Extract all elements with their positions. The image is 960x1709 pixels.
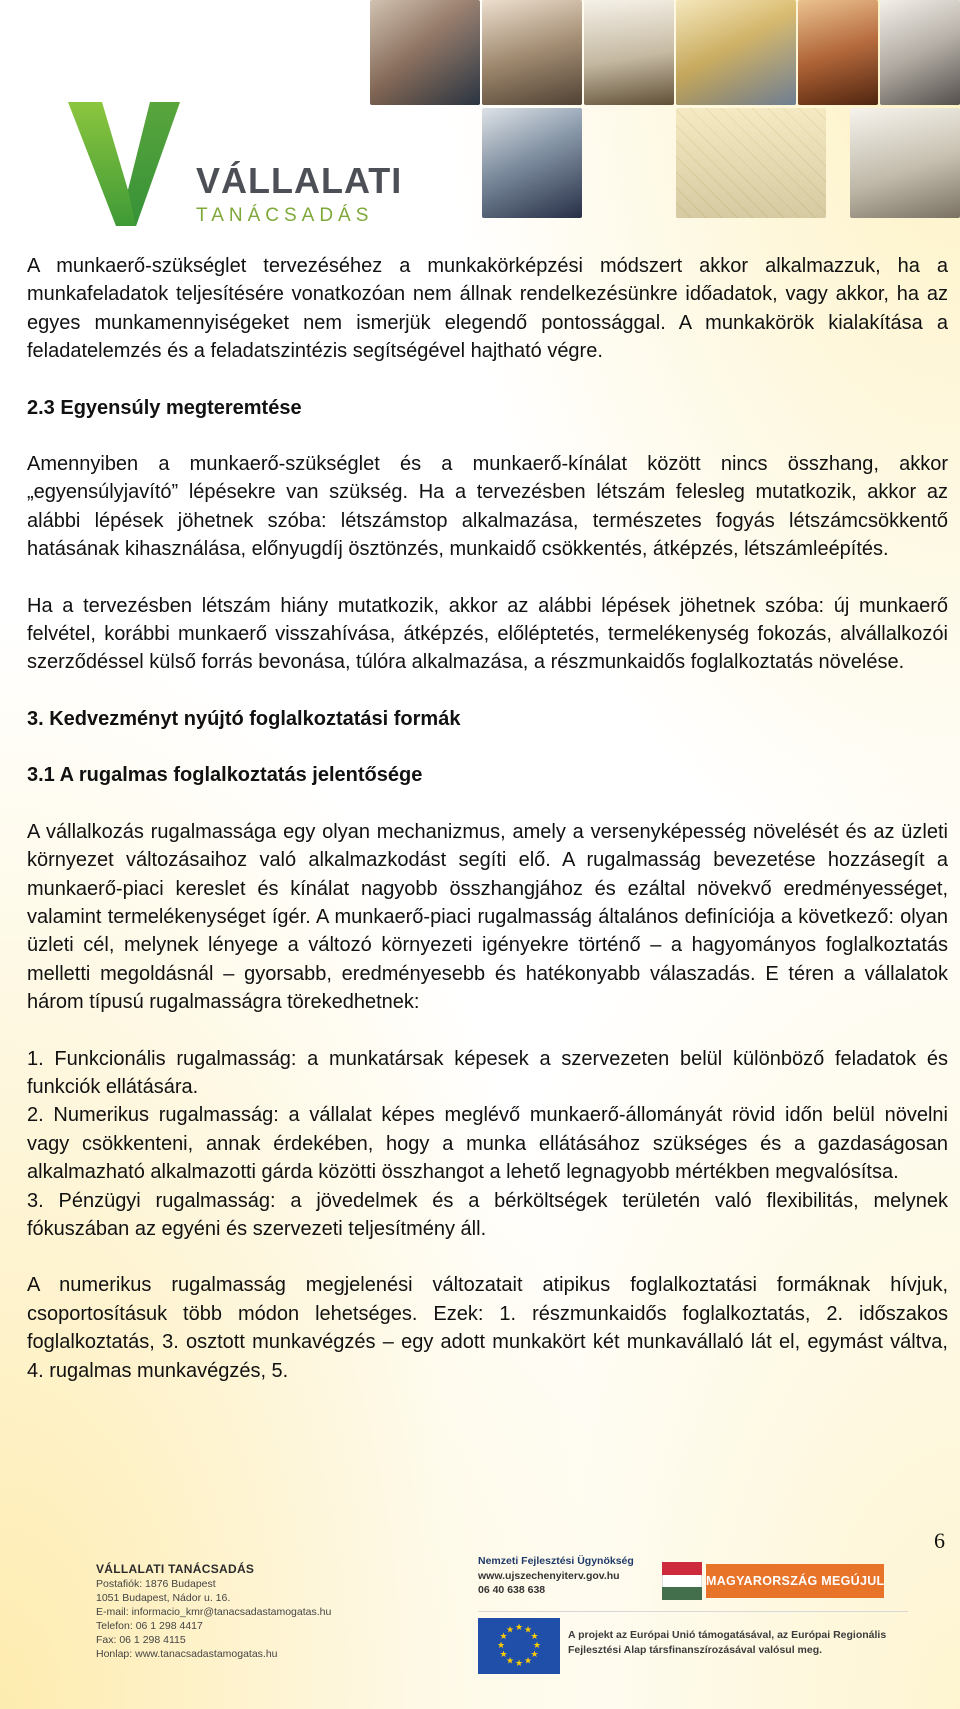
svg-text:★: ★ [496, 1641, 506, 1651]
heading-2-3: 2.3 Egyensúly megteremtése [27, 396, 302, 419]
books-photo [584, 0, 674, 105]
heading-3: 3. Kedvezményt nyújtó foglalkoztatási formák [27, 707, 461, 730]
business-team-photo [370, 0, 480, 105]
compass-drawing-photo [850, 108, 960, 218]
hungarian-flag-icon [662, 1562, 702, 1600]
page-number: 6 [934, 1528, 945, 1553]
svg-text:★: ★ [514, 1659, 524, 1669]
logo-text-tanacsadas: TANÁCSADÁS [196, 205, 374, 226]
blueprint-photo [676, 108, 826, 218]
svg-text:★: ★ [505, 1625, 515, 1636]
nfu-agency-block [478, 1554, 658, 1598]
svg-text:★: ★ [530, 1650, 539, 1660]
paragraph-flexibility: A vállalkozás rugalmassága egy olyan mechanizmus, amely a versenyképesség növelését és az üzleti környezet változásaihoz való alkalmazkodást segíti elő. A rugalmasság bevezetése hozzásegít a munkaerő-piaci kereslet és kínálat nagyobb összhangjához és ezáltal növekvő eredményességet, valamint termelékenységet ígér. A munkaerő-piaci rugalmasság általános definíciója a következő: olyan üzleti cél, melynek lényege a változó környezeti igényekre történő – a hagyományos foglalkoztatás melletti megoldásnál – gyorsabb, eredményesebb és hatékonyabb válaszadás. E téren a vállalatok három típusú rugalmasságra törekedhetnek: [27, 820, 948, 1014]
v-mark-icon [68, 98, 198, 230]
paragraph-balance: Amennyiben a munkaerő-szükséglet és a munkaerő-kínálat között nincs összhang, akkor „egyensúlyjavító” lépésekre van szükség. Ha a tervezésben létszám felesleg mutatkozik, akkor az alábbi lépések jöhetnek szóba: létszámstop alkalmazása, természetes fogyás létszámcsökkentő hatásának kihasználása, előnyugdíj ösztönzés, munkaidő csökkentés, átképzés, létszámleépítés. [27, 453, 948, 561]
svg-text:★: ★ [505, 1656, 515, 1667]
paragraph-atypical-forms: A numerikus rugalmasság megjelenési változatait atipikus foglalkoztatási formáknak hívjuk, csoportosításuk több módon lehetséges. Ezek: 1. részmunkaidős foglalkoztatás, 2. időszakos foglalkoztatás, 3. osztott munkavégzés – egy adott munkakört két munkavállaló lát el, egymást váltva, 4. rugalmas munkavégzés, 5. [27, 1274, 948, 1382]
footer-website: Honlap: www.tanacsadastamogatas.hu [96, 1648, 278, 1660]
engineers-photo [676, 0, 796, 105]
svg-text:★: ★ [499, 1650, 508, 1660]
footer-email: E-mail: informacio_kmr@tanacsadastamogatas.hu [96, 1606, 332, 1618]
svg-text:★: ★ [523, 1625, 533, 1636]
svg-text:★: ★ [514, 1623, 524, 1633]
list-item-functional: 1. Funkcionális rugalmasság: a munkatársak képesek a szervezeten belül különböző feladatok és funkciók ellátására. [27, 1047, 948, 1098]
logo-text-vallalati: VÁLLALATI [196, 160, 403, 201]
footer-org-title: VÁLLALATI TANÁCSADÁS [96, 1562, 255, 1576]
footer-divider [478, 1611, 908, 1612]
footer-phone: Telefon: 06 1 298 4417 [96, 1620, 203, 1632]
svg-text:★: ★ [523, 1656, 533, 1667]
footer-po-box: Postafiók: 1876 Budapest [96, 1578, 216, 1590]
microscope-photo [880, 0, 960, 105]
heading-3-1: 3.1 A rugalmas foglalkoztatás jelentősége [27, 764, 423, 787]
salon-photo [798, 0, 878, 105]
agency-url: www.ujszechenyiterv.gov.hu [478, 1569, 620, 1582]
document-body [27, 252, 948, 1385]
svg-text:★: ★ [499, 1632, 508, 1642]
agency-phone: 06 40 638 638 [478, 1584, 546, 1596]
svg-text:★: ★ [530, 1632, 539, 1642]
eu-flag-icon [478, 1618, 560, 1674]
svg-text:★: ★ [532, 1641, 542, 1651]
eu-funding-note: A projekt az Európai Unió támogatásával, az Európai Regionális Fejlesztési Alap társfinanszírozásával valósul meg. [568, 1629, 887, 1656]
paragraph-shortage: Ha a tervezésben létszám hiány mutatkozik, akkor az alábbi lépések jöhetnek szóba: új munkaerő felvétel, korábbi munkaerő visszahívása, átképzés, előléptetés, termelékenység fokozás, alvállalkozói szerződéssel külső forrás bevonása, túlóra alkalmazása, a részmunkaidős foglalkoztatás növelése. [27, 594, 948, 674]
footer-fax: Fax: 06 1 298 4115 [96, 1634, 186, 1646]
list-item-numerical: 2. Numerikus rugalmasság: a vállalat képes meglévő munkaerő-állományát rövid időn belül növelni vagy csökkenteni, annak érdekében, hogy a munka ellátásához szükséges és a gazdaságosan alkalmazható alkalmazotti gárda közötti összhangot a lehető legnagyobb mértékben megvalósítsa. [27, 1104, 948, 1184]
agency-name: Nemzeti Fejlesztési Ügynökség [478, 1555, 634, 1567]
magyarorszag-megujul-badge [662, 1560, 892, 1604]
workshop-photo [482, 108, 582, 218]
footer-contact-block [96, 1562, 416, 1661]
paragraph-workforce-planning: A munkaerő-szükséglet tervezéséhez a munkakörképzési módszert akkor alkalmazzuk, ha a munkafeladatok teljesítésére vonatkozóan nem állnak rendelkezésünkre időadatok, vagy akkor, ha az egyes munkamennyiségeket nem ismerjük elegendő pontossággal. A munkakörök kialakítása a feladatelemzés és a feladatszintézis segítségével hajtható végre. [27, 255, 948, 363]
vallalati-tanacsadas-logo [68, 98, 403, 230]
footer-address: 1051 Budapest, Nádor u. 16. [96, 1592, 231, 1604]
students-photo [482, 0, 582, 105]
header-photo-collage [370, 0, 960, 225]
badge-text: MAGYARORSZÁG MEGÚJUL [706, 1564, 884, 1598]
list-item-financial: 3. Pénzügyi rugalmasság: a jövedelmek és a bérköltségek területén való flexibilitás, melynek fókuszában az egyéni és szervezeti teljesítmény áll. [27, 1189, 948, 1240]
